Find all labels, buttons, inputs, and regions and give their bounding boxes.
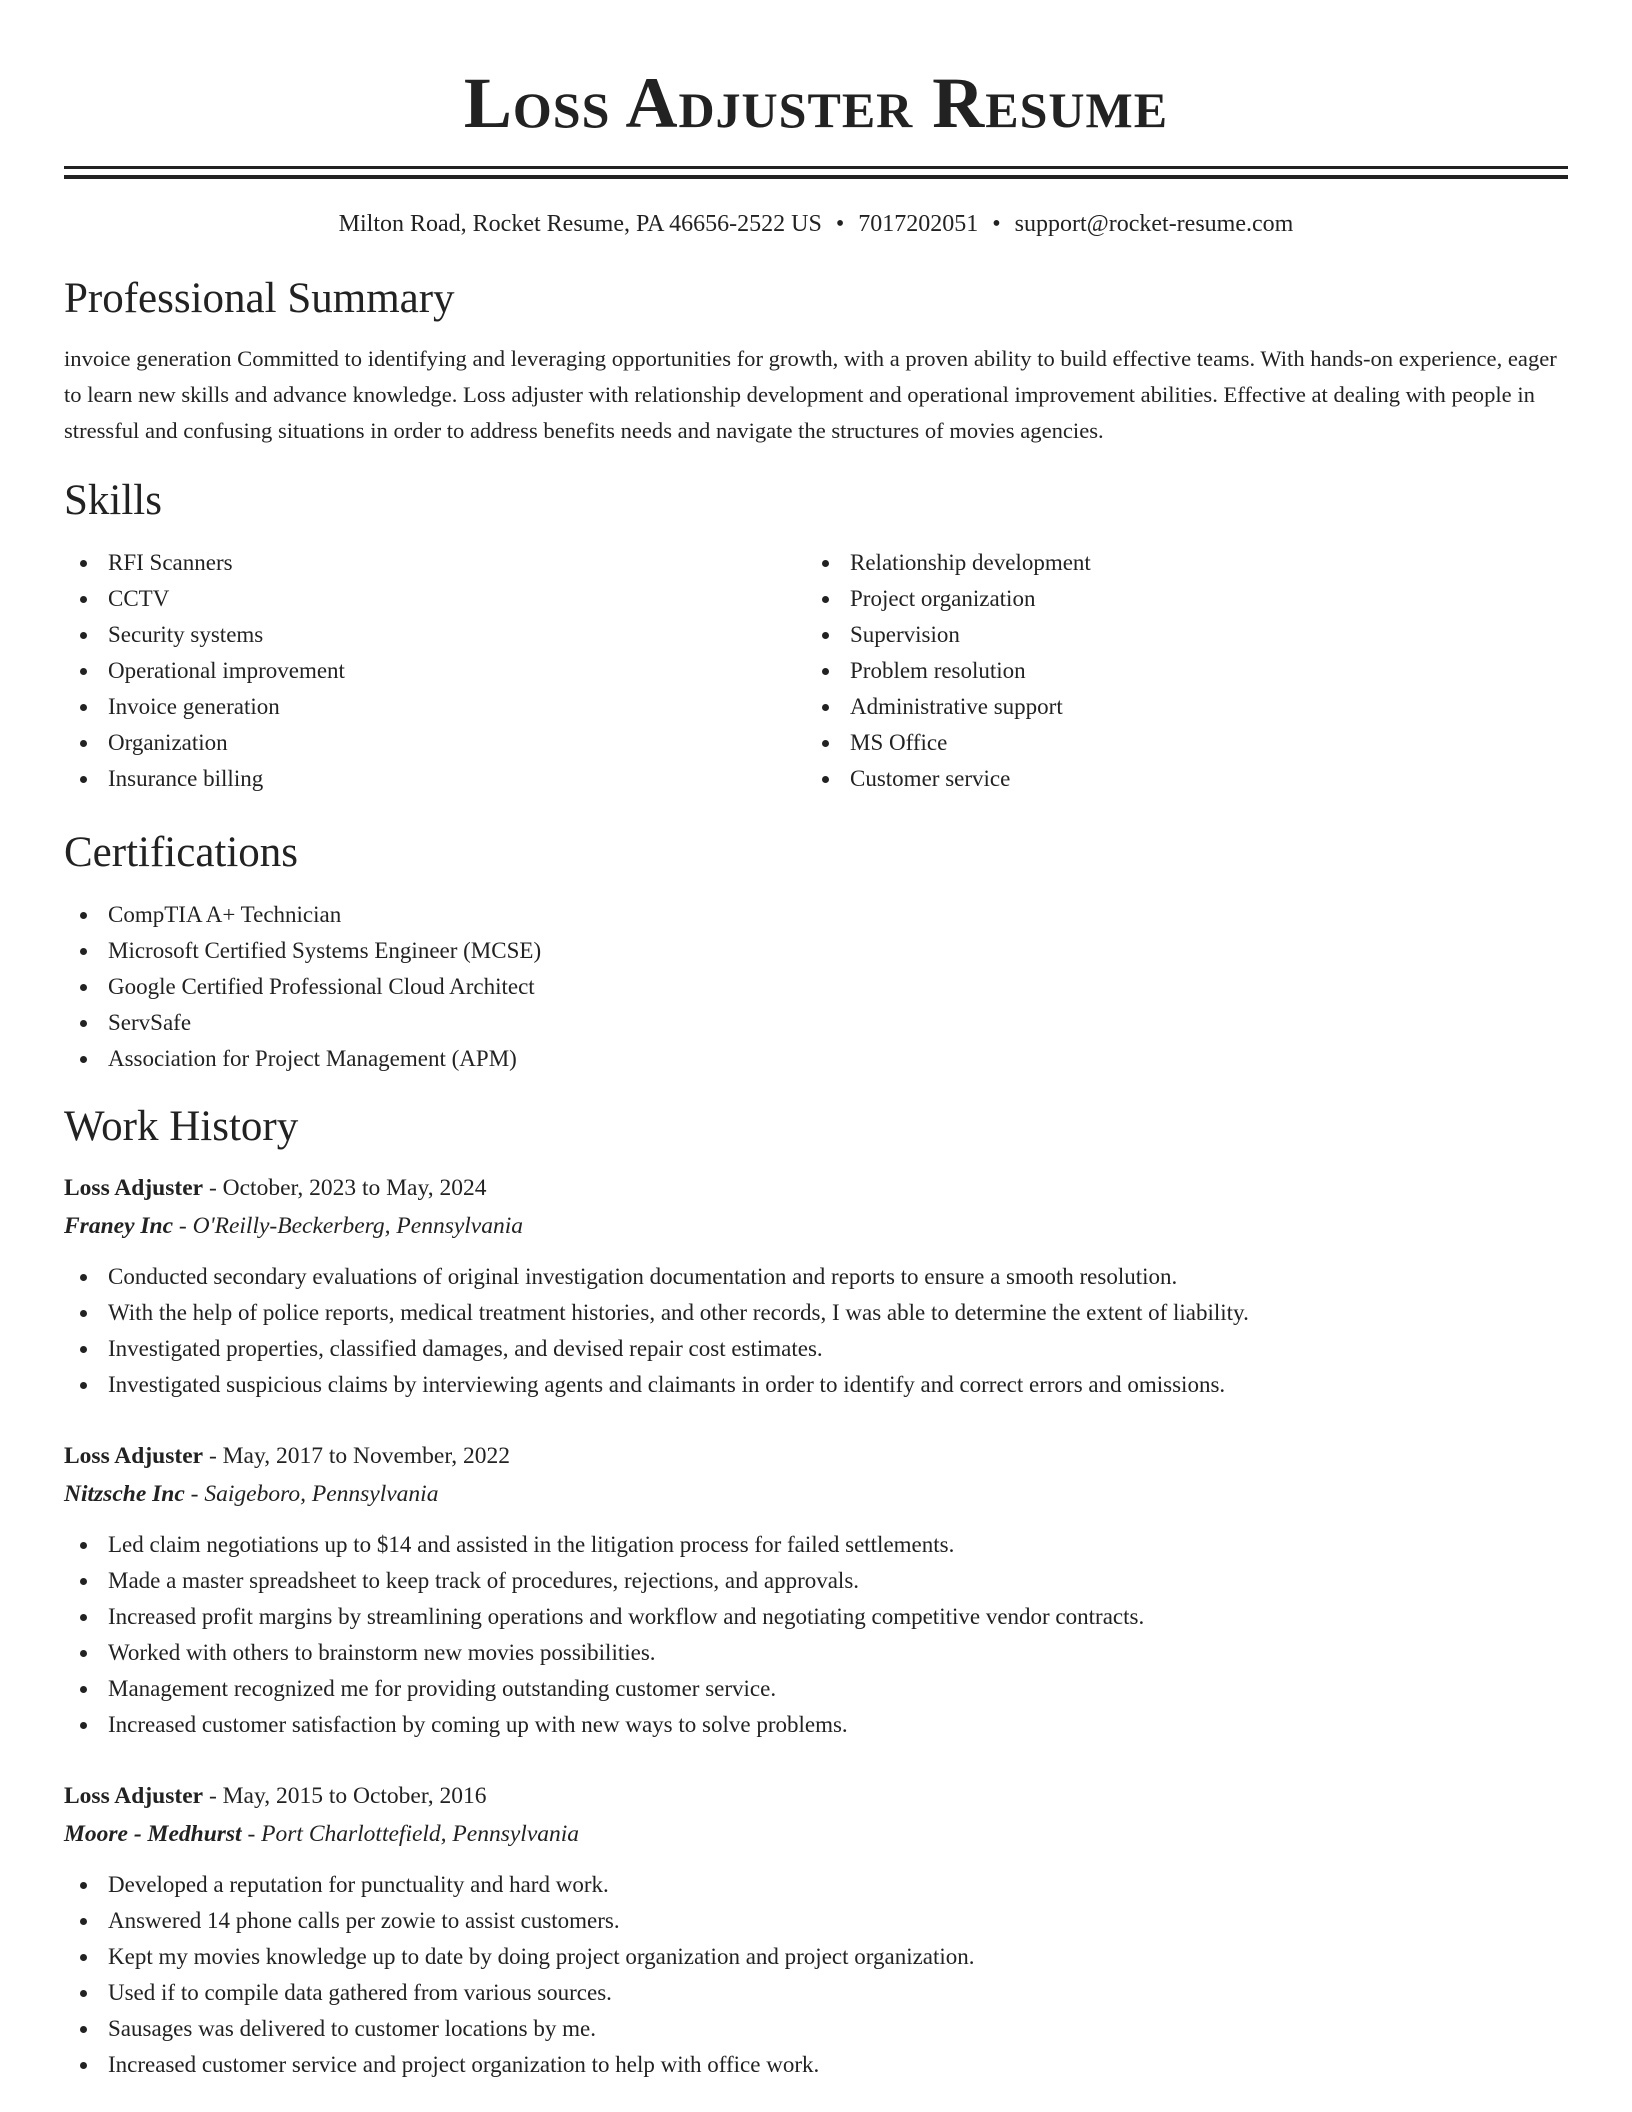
- contact-separator: •: [835, 211, 845, 237]
- skill-item: RFI Scanners: [64, 545, 806, 581]
- skill-item: Administrative support: [806, 689, 1548, 725]
- job-dates: May, 2017 to November, 2022: [222, 1443, 510, 1469]
- job-company-line: Moore - Medhurst - Port Charlottefield, Pennsylvania: [64, 1821, 580, 1847]
- job-entry: [64, 1777, 1568, 2083]
- contact-separator: •: [992, 211, 1001, 237]
- skill-item: Customer service: [806, 761, 1548, 797]
- job-bullet: Sausages was delivered to customer locations by me.: [64, 2011, 1568, 2047]
- job-bullet: Investigated properties, classified damages, and devised repair cost estimates.: [64, 1331, 1568, 1367]
- skills-list-left: [64, 545, 806, 797]
- certification-item: Google Certified Professional Cloud Architect: [64, 969, 1568, 1005]
- skill-item: Problem resolution: [806, 653, 1548, 689]
- certification-item: Microsoft Certified Systems Engineer (MCSE): [64, 933, 1568, 969]
- job-title-line: Loss Adjuster - May, 2017 to November, 2022: [64, 1443, 510, 1469]
- skill-item: Security systems: [64, 617, 806, 653]
- title-divider-thin: [64, 166, 1568, 169]
- skill-item: MS Office: [806, 725, 1548, 761]
- skills-list-right: [806, 545, 1548, 797]
- job-company: Nitzsche Inc: [64, 1481, 185, 1507]
- job-bullet: Led claim negotiations up to $14 and assisted in the litigation process for failed settlements.: [64, 1527, 1568, 1563]
- job-location: Saigeboro, Pennsylvania: [204, 1481, 439, 1507]
- summary-text: invoice generation Committed to identifying and leveraging opportunities for growth, with a proven ability to build effective teams. With hands-on experience, eager to learn new skills and advance knowledge. Loss adjuster with relationship development and operational improvement abilities. Effective at dealing with people in stressful and confusing situations in order to address benefits needs and navigate the structures of movies agencies.: [64, 346, 1557, 443]
- skill-item: Relationship development: [806, 545, 1548, 581]
- job-bullet: With the help of police reports, medical treatment histories, and other records, I was able to determine the extent of liability.: [64, 1295, 1568, 1331]
- job-title: Loss Adjuster: [64, 1443, 204, 1469]
- certifications-heading: Certifications: [64, 829, 299, 876]
- skill-item: CCTV: [64, 581, 806, 617]
- job-title-line: Loss Adjuster - May, 2015 to October, 2016: [64, 1783, 487, 1809]
- contact-phone: 7017202051: [858, 211, 979, 237]
- job-bullet: Increased customer satisfaction by coming up with new ways to solve problems.: [64, 1707, 1568, 1743]
- job-location: Port Charlottefield, Pennsylvania: [261, 1821, 580, 1847]
- job-company: Franey Inc: [64, 1213, 174, 1239]
- job-bullet: Increased customer service and project organization to help with office work.: [64, 2047, 1568, 2083]
- skills-column-left: [64, 545, 806, 797]
- job-title-line: Loss Adjuster - October, 2023 to May, 2024: [64, 1175, 487, 1201]
- work-history-heading: Work History: [64, 1103, 299, 1150]
- skills-columns: [64, 545, 1568, 797]
- contact-line: [64, 209, 1568, 239]
- job-bullet: Developed a reputation for punctuality and hard work.: [64, 1867, 1568, 1903]
- skill-item: Insurance billing: [64, 761, 806, 797]
- job-entry: [64, 1437, 1568, 1743]
- job-company-line: Nitzsche Inc - Saigeboro, Pennsylvania: [64, 1481, 439, 1507]
- skill-item: Supervision: [806, 617, 1548, 653]
- skills-heading: Skills: [64, 477, 162, 524]
- certifications-list: [64, 897, 1568, 1077]
- resume-title: Loss Adjuster Resume: [463, 63, 1169, 143]
- job-bullet: Conducted secondary evaluations of original investigation documentation and reports to ensure a smooth resolution.: [64, 1259, 1568, 1295]
- job-bullet: Worked with others to brainstorm new movies possibilities.: [64, 1635, 1568, 1671]
- certification-item: ServSafe: [64, 1005, 1568, 1041]
- skills-column-right: [806, 545, 1548, 797]
- job-bullets: [64, 1527, 1568, 1743]
- job-location: O'Reilly-Beckerberg, Pennsylvania: [192, 1213, 524, 1239]
- job-bullet: Management recognized me for providing outstanding customer service.: [64, 1671, 1568, 1707]
- skill-item: Project organization: [806, 581, 1548, 617]
- title-divider-thick: [64, 175, 1568, 179]
- job-title: Loss Adjuster: [64, 1175, 204, 1201]
- certification-item: Association for Project Management (APM): [64, 1041, 1568, 1077]
- job-bullet: Investigated suspicious claims by interviewing agents and claimants in order to identify and correct errors and omissions.: [64, 1367, 1568, 1403]
- job-bullet: Made a master spreadsheet to keep track of procedures, rejections, and approvals.: [64, 1563, 1568, 1599]
- job-dates: May, 2015 to October, 2016: [222, 1783, 487, 1809]
- job-company-line: Franey Inc - O'Reilly-Beckerberg, Pennsylvania: [64, 1213, 524, 1239]
- job-company: Moore - Medhurst: [64, 1821, 242, 1847]
- job-bullet: Used if to compile data gathered from various sources.: [64, 1975, 1568, 2011]
- job-title: Loss Adjuster: [64, 1783, 204, 1809]
- job-dates: October, 2023 to May, 2024: [222, 1175, 487, 1201]
- skill-item: Organization: [64, 725, 806, 761]
- job-bullets: [64, 1867, 1568, 2083]
- job-entry: [64, 1169, 1568, 1403]
- summary-heading: Professional Summary: [64, 275, 455, 322]
- skill-item: Invoice generation: [64, 689, 806, 725]
- contact-email: support@rocket-resume.com: [1014, 211, 1294, 237]
- job-bullet: Answered 14 phone calls per zowie to assist customers.: [64, 1903, 1568, 1939]
- job-bullets: [64, 1259, 1568, 1403]
- skill-item: Operational improvement: [64, 653, 806, 689]
- job-bullet: Increased profit margins by streamlining operations and workflow and negotiating competitive vendor contracts.: [64, 1599, 1568, 1635]
- job-bullet: Kept my movies knowledge up to date by doing project organization and project organization.: [64, 1939, 1568, 1975]
- certification-item: CompTIA A+ Technician: [64, 897, 1568, 933]
- contact-address: Milton Road, Rocket Resume, PA 46656-2522 US: [338, 211, 822, 237]
